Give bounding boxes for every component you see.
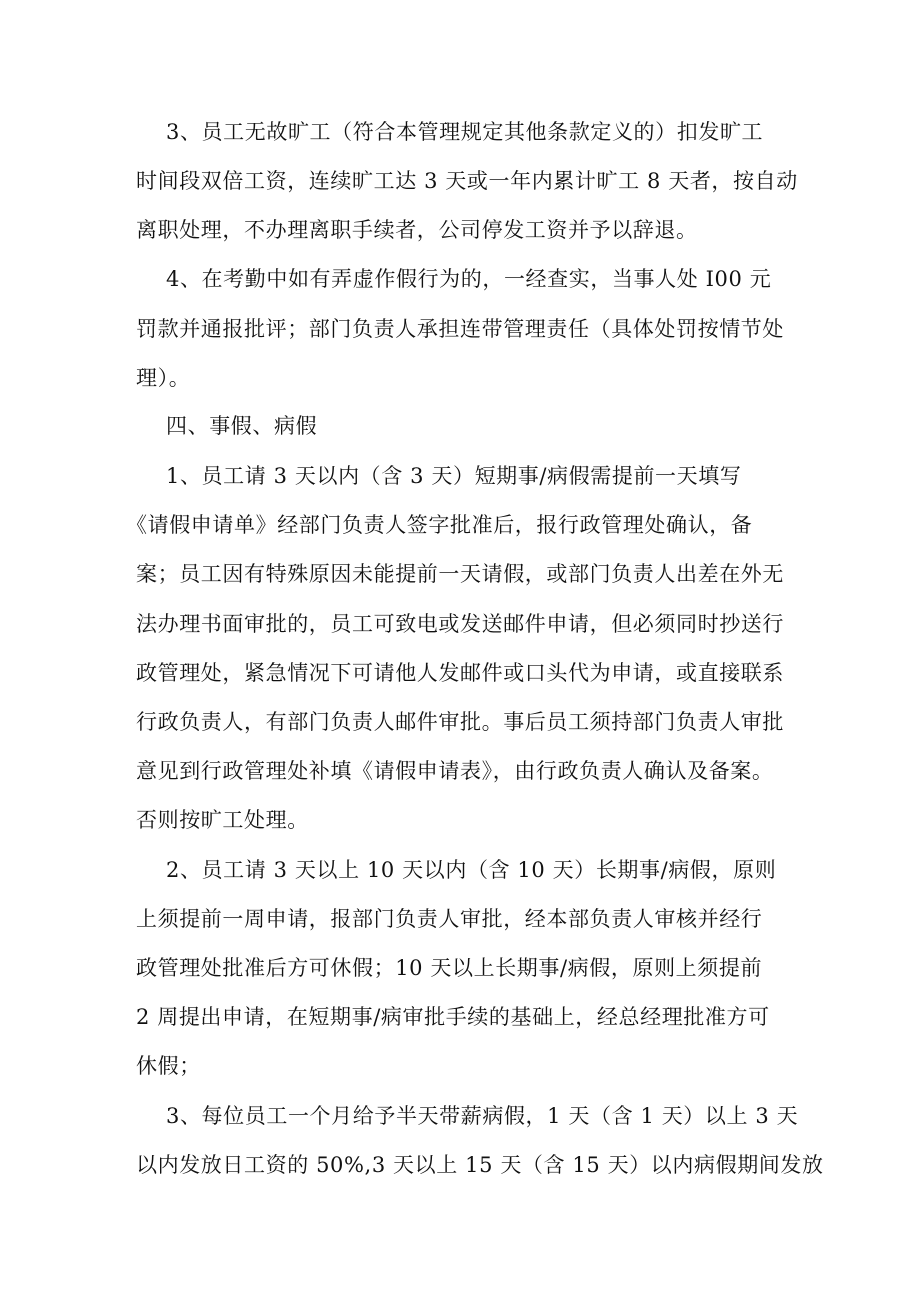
paragraph-2-line-2: 上须提前一周申请，报部门负责人审批，经本部负责人审核并经行 xyxy=(136,907,763,931)
paragraph-3-line-1: 3、员工无故旷工（符合本管理规定其他条款定义的）扣发旷工 xyxy=(166,120,764,144)
section-heading: 四、事假、病假 xyxy=(166,414,318,438)
paragraph-1-line-8: 否则按旷工处理。 xyxy=(136,808,309,832)
paragraph-1-line-5: 政管理处，紧急情况下可请他人发邮件或口头代为申请，或直接联系 xyxy=(136,661,784,685)
paragraph-1-line-1: 1、员工请 3 天以内（含 3 天）短期事/病假需提前一天填写 xyxy=(166,464,742,488)
paragraph-4-line-1: 4、在考勤中如有弄虚作假行为的，一经查实，当事人处 I00 元 xyxy=(166,267,772,291)
paragraph-3b-line-1: 3、每位员工一个月给予半天带薪病假，1 天（含 1 天）以上 3 天 xyxy=(166,1104,799,1128)
paragraph-1-line-4: 法办理书面审批的，员工可致电或发送邮件申请，但必须同时抄送行 xyxy=(136,612,784,636)
paragraph-3-line-2: 时间段双倍工资，连续旷工达 3 天或一年内累计旷工 8 天者，按自动 xyxy=(136,169,798,193)
paragraph-2-line-1: 2、员工请 3 天以上 10 天以内（含 10 天）长期事/病假，原则 xyxy=(166,858,777,882)
paragraph-2-line-4: 2 周提出申请，在短期事/病审批手续的基础上，经总经理批准方可 xyxy=(136,1005,770,1029)
paragraph-2-line-3: 政管理处批准后方可休假；10 天以上长期事/病假，原则上须提前 xyxy=(136,956,763,980)
paragraph-1-line-6: 行政负责人，有部门负责人邮件审批。事后员工须持部门负责人审批 xyxy=(136,710,784,734)
paragraph-2-line-5: 休假； xyxy=(136,1054,201,1078)
paragraph-4-line-2: 罚款并通报批评；部门负责人承担连带管理责任（具体处罚按情节处 xyxy=(136,317,784,341)
paragraph-1-line-2: 《请假申请单》经部门负责人签字批准后，报行政管理处确认，备 xyxy=(126,513,753,537)
paragraph-1-line-7: 意见到行政管理处补填《请假申请表》，由行政负责人确认及备案。 xyxy=(136,759,774,783)
paragraph-4-line-3: 理）。 xyxy=(136,366,191,390)
paragraph-3-line-3: 离职处理，不办理离职手续者，公司停发工资并予以辞退。 xyxy=(136,218,698,242)
paragraph-1-line-3: 案；员工因有特殊原因未能提前一天请假，或部门负责人出差在外无 xyxy=(136,562,784,586)
paragraph-3b-line-2: 以内发放日工资的 50%,3 天以上 15 天（含 15 天）以内病假期间发放 xyxy=(136,1153,824,1177)
